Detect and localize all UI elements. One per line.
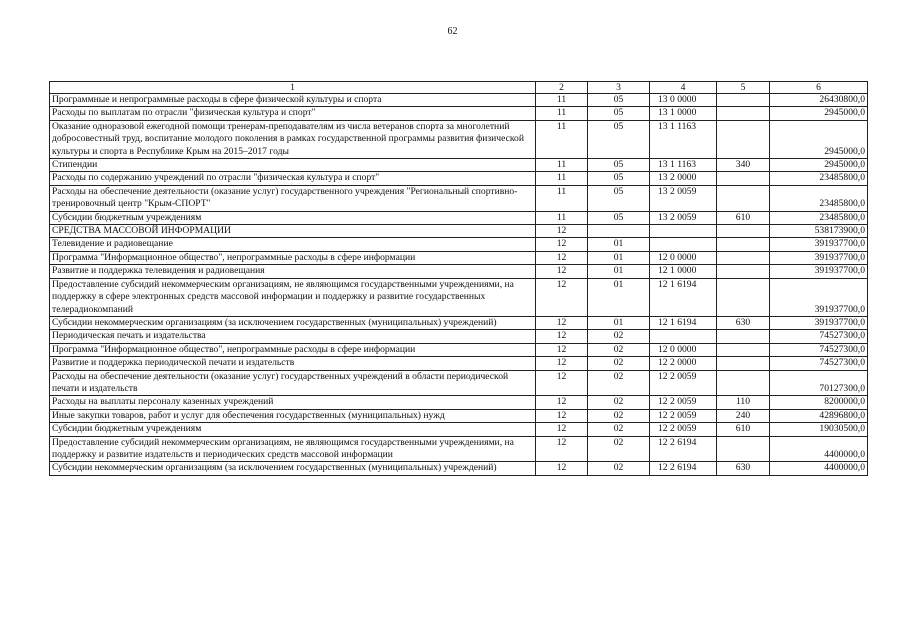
expense-type-code xyxy=(717,343,770,356)
table-row xyxy=(50,462,868,475)
expense-name: Расходы на выплаты персоналу казенных учреждений xyxy=(50,396,536,409)
section-code: 12 xyxy=(536,462,588,475)
expense-name: Расходы на обеспечение деятельности (оказание услуг) государственных учреждений в области периодической печати и издательств xyxy=(50,370,536,396)
subsection-code: 05 xyxy=(588,107,650,120)
table-row xyxy=(50,238,868,251)
table-header-row xyxy=(50,82,868,94)
expense-type-code xyxy=(717,357,770,370)
section-code: 12 xyxy=(536,357,588,370)
expense-type-code xyxy=(717,120,770,158)
budget-table xyxy=(49,81,868,476)
subsection-code: 02 xyxy=(588,330,650,343)
table-row xyxy=(50,107,868,120)
target-article-code: 12 2 0059 xyxy=(650,409,717,422)
subsection-code: 02 xyxy=(588,370,650,396)
subsection-code: 01 xyxy=(588,238,650,251)
expense-type-code: 240 xyxy=(717,409,770,422)
expense-type-code xyxy=(717,278,770,316)
section-code: 12 xyxy=(536,225,588,238)
expense-name: Предоставление субсидий некоммерческим организациям, не являющимся государственными учреждениями, на поддержку в сфере электронных средств массовой информации и поддержку и развитие государственных телерадиокомпаний xyxy=(50,278,536,316)
section-code: 12 xyxy=(536,343,588,356)
subsection-code: 02 xyxy=(588,462,650,475)
target-article-code: 13 2 0000 xyxy=(650,172,717,185)
expense-type-code xyxy=(717,107,770,120)
table-row xyxy=(50,185,868,211)
amount: 391937700,0 xyxy=(770,238,868,251)
target-article-code xyxy=(650,238,717,251)
column-header-2: 2 xyxy=(536,82,588,94)
expense-name: Субсидии бюджетным учреждениям xyxy=(50,423,536,436)
amount: 74527300,0 xyxy=(770,343,868,356)
section-code: 11 xyxy=(536,107,588,120)
amount: 2945000,0 xyxy=(770,107,868,120)
subsection-code: 05 xyxy=(588,185,650,211)
section-code: 12 xyxy=(536,370,588,396)
column-header-1: 1 xyxy=(50,82,536,94)
subsection-code: 05 xyxy=(588,211,650,224)
table-row xyxy=(50,159,868,172)
table-row xyxy=(50,436,868,462)
table-row xyxy=(50,94,868,107)
target-article-code: 12 1 6194 xyxy=(650,316,717,329)
expense-name: Программные и непрограммные расходы в сфере физической культуры и спорта xyxy=(50,94,536,107)
table-row xyxy=(50,409,868,422)
target-article-code: 12 1 6194 xyxy=(650,278,717,316)
table-row xyxy=(50,343,868,356)
amount: 391937700,0 xyxy=(770,251,868,264)
section-code: 12 xyxy=(536,316,588,329)
section-code: 12 xyxy=(536,436,588,462)
expense-type-code xyxy=(717,251,770,264)
amount: 74527300,0 xyxy=(770,330,868,343)
table-row xyxy=(50,278,868,316)
expense-type-code xyxy=(717,238,770,251)
section-code: 12 xyxy=(536,238,588,251)
target-article-code: 12 2 0059 xyxy=(650,423,717,436)
expense-type-code xyxy=(717,225,770,238)
amount: 42896800,0 xyxy=(770,409,868,422)
expense-type-code: 110 xyxy=(717,396,770,409)
amount: 538173900,0 xyxy=(770,225,868,238)
target-article-code: 13 0 0000 xyxy=(650,94,717,107)
target-article-code: 12 1 0000 xyxy=(650,265,717,278)
section-code: 11 xyxy=(536,94,588,107)
amount: 23485800,0 xyxy=(770,172,868,185)
target-article-code: 12 0 0000 xyxy=(650,251,717,264)
expense-name: Телевидение и радиовещание xyxy=(50,238,536,251)
amount: 74527300,0 xyxy=(770,357,868,370)
target-article-code: 12 2 0059 xyxy=(650,396,717,409)
section-code: 12 xyxy=(536,265,588,278)
expense-name: Программа "Информационное общество", непрограммные расходы в сфере информации xyxy=(50,343,536,356)
subsection-code: 01 xyxy=(588,278,650,316)
section-code: 12 xyxy=(536,423,588,436)
expense-type-code xyxy=(717,436,770,462)
target-article-code: 13 2 0059 xyxy=(650,211,717,224)
target-article-code: 13 1 1163 xyxy=(650,159,717,172)
target-article-code: 13 1 0000 xyxy=(650,107,717,120)
section-code: 11 xyxy=(536,211,588,224)
expense-name: Расходы по выплатам по отрасли "физическая культура и спорт" xyxy=(50,107,536,120)
column-header-4: 4 xyxy=(650,82,717,94)
expense-type-code xyxy=(717,265,770,278)
expense-name: Программа "Информационное общество", непрограммные расходы в сфере информации xyxy=(50,251,536,264)
expense-type-code xyxy=(717,94,770,107)
expense-type-code xyxy=(717,172,770,185)
table-row xyxy=(50,396,868,409)
table-row xyxy=(50,330,868,343)
table-row xyxy=(50,423,868,436)
target-article-code: 12 2 0059 xyxy=(650,370,717,396)
table-row xyxy=(50,172,868,185)
expense-name: Субсидии некоммерческим организациям (за исключением государственных (муниципальных) учреждений) xyxy=(50,462,536,475)
expense-name: Расходы по содержанию учреждений по отрасли "физическая культура и спорт" xyxy=(50,172,536,185)
section-code: 12 xyxy=(536,330,588,343)
amount: 23485800,0 xyxy=(770,211,868,224)
subsection-code: 02 xyxy=(588,409,650,422)
subsection-code: 02 xyxy=(588,396,650,409)
amount: 391937700,0 xyxy=(770,265,868,278)
section-code: 11 xyxy=(536,172,588,185)
target-article-code: 12 0 0000 xyxy=(650,343,717,356)
expense-name: Субсидии некоммерческим организациям (за исключением государственных (муниципальных) учреждений) xyxy=(50,316,536,329)
amount: 2945000,0 xyxy=(770,120,868,158)
section-code: 12 xyxy=(536,409,588,422)
section-code: 11 xyxy=(536,120,588,158)
amount: 2945000,0 xyxy=(770,159,868,172)
amount: 26430800,0 xyxy=(770,94,868,107)
amount: 391937700,0 xyxy=(770,316,868,329)
table-body xyxy=(50,94,868,476)
expense-name: Развитие и поддержка периодической печати и издательств xyxy=(50,357,536,370)
amount: 19030500,0 xyxy=(770,423,868,436)
subsection-code: 01 xyxy=(588,251,650,264)
section-code: 12 xyxy=(536,396,588,409)
table-row xyxy=(50,265,868,278)
subsection-code xyxy=(588,225,650,238)
table-row xyxy=(50,316,868,329)
table-row xyxy=(50,211,868,224)
expense-name: Иные закупки товаров, работ и услуг для обеспечения государственных (муниципальных) нужд xyxy=(50,409,536,422)
expense-type-code: 610 xyxy=(717,423,770,436)
expense-type-code xyxy=(717,330,770,343)
table-row xyxy=(50,251,868,264)
amount: 391937700,0 xyxy=(770,278,868,316)
section-code: 12 xyxy=(536,251,588,264)
expense-name: Периодическая печать и издательства xyxy=(50,330,536,343)
table-row xyxy=(50,370,868,396)
subsection-code: 05 xyxy=(588,159,650,172)
subsection-code: 05 xyxy=(588,94,650,107)
subsection-code: 02 xyxy=(588,357,650,370)
target-article-code xyxy=(650,330,717,343)
expense-name: Стипендии xyxy=(50,159,536,172)
expense-type-code: 340 xyxy=(717,159,770,172)
expense-name: Оказание одноразовой ежегодной помощи тренерам-преподавателям из числа ветеранов спорта за многолетний добросовестный труд, воспитание молодого поколения в рамках государственной программы развития физической культуры и спорта в Республике Крым на 2015–2017 годы xyxy=(50,120,536,158)
target-article-code: 12 2 6194 xyxy=(650,462,717,475)
section-code: 11 xyxy=(536,159,588,172)
subsection-code: 02 xyxy=(588,343,650,356)
subsection-code: 05 xyxy=(588,172,650,185)
table-row xyxy=(50,225,868,238)
target-article-code: 12 2 0000 xyxy=(650,357,717,370)
subsection-code: 02 xyxy=(588,436,650,462)
amount: 70127300,0 xyxy=(770,370,868,396)
target-article-code: 12 2 6194 xyxy=(650,436,717,462)
subsection-code: 05 xyxy=(588,120,650,158)
target-article-code xyxy=(650,225,717,238)
expense-type-code xyxy=(717,185,770,211)
expense-type-code xyxy=(717,370,770,396)
expense-name: СРЕДСТВА МАССОВОЙ ИНФОРМАЦИИ xyxy=(50,225,536,238)
amount: 4400000,0 xyxy=(770,436,868,462)
subsection-code: 01 xyxy=(588,316,650,329)
expense-name: Предоставление субсидий некоммерческим организациям, не являющимся государственными учреждениями, на поддержку и развитие издательств и периодических средств массовой информации xyxy=(50,436,536,462)
section-code: 12 xyxy=(536,278,588,316)
amount: 23485800,0 xyxy=(770,185,868,211)
section-code: 11 xyxy=(536,185,588,211)
page-number: 62 xyxy=(447,26,458,37)
column-header-6: 6 xyxy=(770,82,868,94)
amount: 4400000,0 xyxy=(770,462,868,475)
expense-type-code: 610 xyxy=(717,211,770,224)
subsection-code: 02 xyxy=(588,423,650,436)
table-row xyxy=(50,120,868,158)
target-article-code: 13 1 1163 xyxy=(650,120,717,158)
column-header-3: 3 xyxy=(588,82,650,94)
expense-type-code: 630 xyxy=(717,462,770,475)
table-row xyxy=(50,357,868,370)
subsection-code: 01 xyxy=(588,265,650,278)
expense-name: Развитие и поддержка телевидения и радиовещания xyxy=(50,265,536,278)
expense-name: Субсидии бюджетным учреждениям xyxy=(50,211,536,224)
expense-type-code: 630 xyxy=(717,316,770,329)
column-header-5: 5 xyxy=(717,82,770,94)
amount: 8200000,0 xyxy=(770,396,868,409)
expense-name: Расходы на обеспечение деятельности (оказание услуг) государственного учреждения "Региональный спортивно-тренировочный центр "Крым-СПОРТ" xyxy=(50,185,536,211)
target-article-code: 13 2 0059 xyxy=(650,185,717,211)
